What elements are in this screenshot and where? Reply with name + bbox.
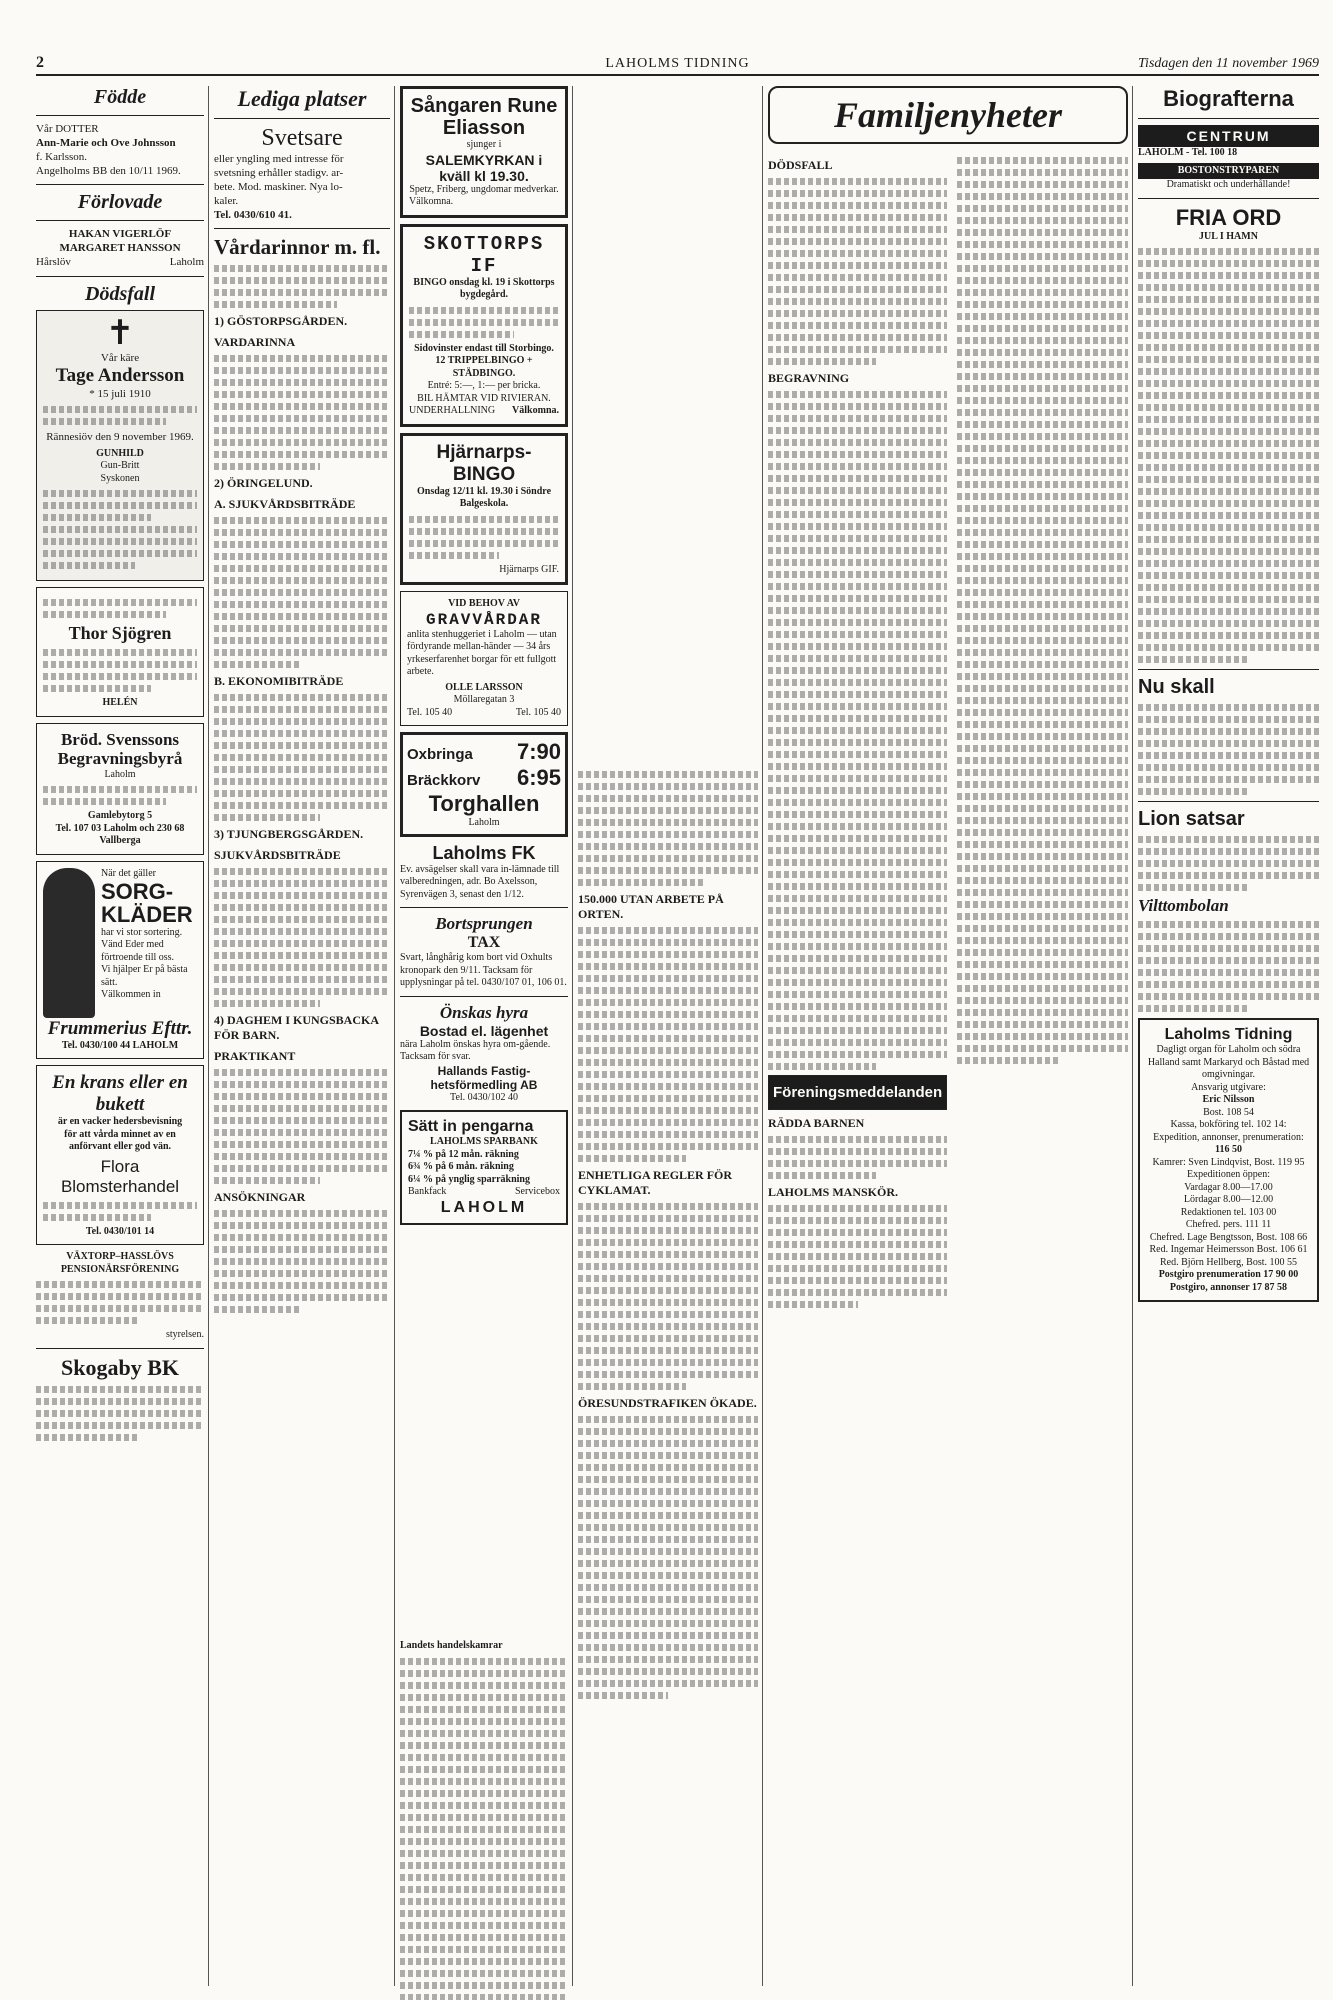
job-section: 2) ÖRINGELUND.	[214, 476, 313, 491]
ad-top: När det gäller	[101, 867, 156, 879]
fria-ord-title: FRIA ORD	[1175, 204, 1282, 230]
ad-line: Vänd Eder med förtroende till oss.	[101, 939, 175, 963]
article-heading: ÖRESUNDSTRAFIKEN ÖKADE.	[578, 1396, 757, 1410]
ad-line: har vi stor sortering.	[101, 926, 183, 938]
lt-line: Bost. 108 54	[1203, 1106, 1254, 1118]
lt-line: Ansvarig utgivare:	[1191, 1081, 1266, 1093]
page-number: 2	[36, 54, 44, 71]
store-town: Laholm	[468, 817, 500, 828]
ad-rune-eliasson	[400, 86, 568, 218]
ad-line: Välkommen in	[101, 989, 161, 1001]
ad-line: 12 TRIPPELBINGO + STÄDBINGO.	[435, 355, 533, 379]
borts-body: Svart, långhårig kom bort vid Oxhults kronopark den 9/11. Tacksam för upplysningar på tel. 0430/107 01, 106 01.	[400, 952, 567, 988]
job-section: PRAKTIKANT	[214, 1049, 296, 1064]
column-6	[1138, 86, 1319, 1986]
onskas-big: Bostad el. lägenhet	[419, 1022, 549, 1039]
card-signer: HELÉN	[102, 697, 138, 709]
ad-sorgklader	[36, 861, 204, 1060]
ad-org: UNDERHALLNING	[409, 405, 496, 416]
deceased-born: * 15 juli 1910	[89, 387, 151, 400]
deceased-died: Rännesiöv den 9 november 1969.	[46, 430, 194, 443]
ad-phone: Tel. 105 40	[515, 706, 561, 718]
ad-phone: Tel. 105 40	[407, 706, 453, 718]
onskas-company: Hallands Fastig-hetsförmedling AB	[430, 1063, 538, 1092]
ad-body: anlita stenhuggeriet i Laholm — utan fördyrande mellan-händer — 34 års yrkeserfarenhet borgar för ett fullgott arbete.	[407, 628, 557, 677]
signer: GUNHILD	[96, 447, 144, 459]
product-name: Oxbringa	[407, 746, 473, 763]
ad-line: Sidovinster endast till Storbingo.	[414, 342, 554, 354]
ad-title: SORG-KLÄDER	[101, 879, 193, 928]
ad-contact: Tel. 0430/101 14	[85, 1225, 155, 1237]
lt-line: Kassa, bokföring tel. 102 14:	[1170, 1119, 1287, 1130]
ad-shop: Flora Blomsterhandel	[60, 1156, 180, 1196]
ad-line: anförvant eller god vän.	[68, 1141, 172, 1153]
cross-icon: ✝	[105, 314, 135, 352]
births-title: Födde	[93, 86, 147, 108]
section-heading: LAHOLMS MANSKÖR.	[768, 1185, 899, 1199]
engaged-place: Laholm	[169, 256, 204, 269]
job-section: 1) GÖSTORPSGÅRDEN.	[214, 314, 348, 329]
lt-line: Redaktionen tel. 103 00	[1180, 1206, 1277, 1218]
ad-bank: LAHOLMS SPARBANK	[430, 1136, 538, 1147]
ad-town: Laholm	[104, 768, 136, 780]
birth-line: Ann-Marie och Ove Johnsson	[36, 137, 176, 150]
thanks-card	[36, 587, 204, 717]
job-section: ANSÖKNINGAR	[214, 1190, 306, 1205]
lt-line: Kamrer: Sven Lindqvist, Bost. 119 95	[1152, 1156, 1305, 1168]
ad-torghallen	[400, 732, 568, 837]
lt-line: Chefred. Lage Bengtsson, Bost. 108 66	[1149, 1231, 1308, 1243]
ad-title: SKOTTORPS IF	[423, 232, 545, 277]
ad-sub: sjunger i	[466, 139, 502, 150]
death-notice	[36, 310, 204, 582]
skogaby-title: Skogaby BK	[61, 1354, 179, 1380]
job-line: eller yngling med intresse för	[214, 153, 344, 165]
onskas-body: nära Laholm önskas hyra om-gående. Tacksam för svar.	[400, 1038, 551, 1062]
job-line: svetsning erhåller stadigv. ar-	[214, 167, 344, 180]
engaged-place: Hårslöv	[36, 256, 71, 269]
ad-gravvardar	[400, 591, 568, 726]
ad-phone: Tel. 0430/100 44 LAHOLM	[61, 1039, 179, 1051]
column-4	[578, 86, 758, 1986]
borts-sub: TAX	[467, 934, 501, 951]
ad-event: SALEMKYRKAN i kväll kl 19.30.	[425, 151, 543, 184]
engagements-title: Förlovade	[77, 191, 163, 214]
lt-line: Postgiro prenumeration 17 90 00	[1158, 1269, 1299, 1280]
ad-line: BINGO onsdag kl. 19 i Skottorps bygdegård.	[413, 276, 555, 300]
ad-line: för att vårda minnet av en	[64, 1128, 176, 1140]
section-heading: RÄDDA BARNEN	[768, 1116, 865, 1130]
engagements-section	[36, 191, 204, 269]
page-header	[36, 54, 1319, 76]
article-heading: 150.000 UTAN ARBETE PÅ ORTEN.	[578, 892, 724, 921]
lt-line: Dagligt organ för Laholm och södra Halland samt Markaryd och Båstad med omgivningar.	[1147, 1044, 1310, 1080]
births-section	[36, 86, 204, 178]
signer: Gun-Britt	[100, 460, 140, 472]
column-2	[214, 86, 390, 1986]
birth-line: f. Karlsson.	[36, 151, 88, 164]
familjenyheter-logo: Familjenyheter	[768, 86, 1128, 144]
birth-line: Angelholms BB den 10/11 1969.	[36, 165, 181, 178]
ad-shop: Frummerius Efttr.	[47, 1017, 193, 1039]
product-price: 6:95	[516, 765, 561, 790]
ad-owner: OLLE LARSSON	[445, 681, 523, 693]
product-price: 7:90	[516, 739, 561, 764]
article-heading: Landets handelskamrar	[400, 1640, 503, 1651]
ad-town: LAHOLM	[440, 1198, 528, 1216]
ad-line: Onsdag 12/11 kl. 19.30 i Söndre Balgeskola.	[416, 485, 552, 509]
onskas-title: Önskas hyra	[439, 1002, 529, 1022]
lt-line: Chefred. pers. 111 11	[1185, 1219, 1272, 1230]
lt-line: Eric Nilsson	[1202, 1094, 1255, 1105]
ad-skottorps	[400, 224, 568, 427]
card-name: Thor Sjögren	[68, 623, 172, 644]
ad-sparbank	[400, 1110, 568, 1225]
lediga-title: Lediga platser	[237, 86, 367, 111]
ad-tag: Bankfack	[408, 1186, 447, 1197]
ad-line: är en vacker hedersbevisning	[57, 1116, 183, 1128]
job-section: VARDARINNA	[214, 335, 296, 350]
ad-tag: Servicebox	[515, 1186, 560, 1197]
engaged-name: MARGARET HANSSON	[59, 242, 181, 255]
product-name: Bräckkorv	[407, 772, 481, 789]
ad-title: Sångaren Rune Eliasson	[410, 95, 558, 139]
ad-rate: 7¼ % på 12 mån. räkning	[408, 1148, 519, 1160]
column-1	[36, 86, 204, 1986]
ad-rate: 6¼ % på ynglig sparräkning	[408, 1173, 530, 1185]
hat-illustration	[43, 868, 95, 1018]
death-intro: Vår käre	[100, 351, 140, 364]
ad-top: VID BEHOV AV	[448, 598, 520, 609]
article-heading: JUL I HAMN	[1199, 230, 1258, 242]
job-section: SJUKVÅRDSBITRÄDE	[214, 848, 341, 863]
store-name: Torghallen	[428, 791, 540, 816]
job-line: bete. Mod. maskiner. Nya lo-	[214, 181, 343, 194]
lt-line: Expedition, annonser, prenumeration:	[1153, 1131, 1304, 1143]
ad-title: GRAVVÅRDAR	[425, 610, 542, 629]
section-heading: DÖDSFALL	[768, 158, 833, 172]
lt-line: Red. Ingemar Heimersson Bost. 106 61	[1149, 1244, 1308, 1255]
ad-welcome: Välkomna.	[512, 405, 559, 416]
lt-line: Expeditionen öppen:	[1186, 1169, 1271, 1180]
ad-line: Vi hjälper Er på bästa sätt.	[101, 964, 188, 988]
job-section: 4) DAGHEM I KUNGSBACKA FÖR BARN.	[214, 1013, 379, 1043]
ad-address: Gamlebytorg 5	[87, 810, 153, 822]
ad-rate: 6¾ % på 6 mån. räkning	[408, 1161, 514, 1172]
ad-bus: BIL HÄMTAR VID RIVIERAN.	[417, 392, 551, 404]
lt-line: 116 50	[1215, 1144, 1242, 1155]
deaths-section	[36, 283, 204, 582]
ad-note: Spetz, Friberg, ungdomar medverkar.	[409, 183, 559, 195]
section-heading: BEGRAVNING	[768, 371, 850, 385]
column-3-caption	[400, 1640, 568, 2000]
signer: Syskonen	[100, 472, 140, 484]
lt-line: Lördagar 8.00—12.00	[1183, 1194, 1274, 1205]
vardarinnor-title: Vårdarinnor m. fl.	[214, 235, 381, 260]
paper-title: LAHOLMS TIDNING	[605, 56, 750, 71]
foreningsmeddelanden-banner: Föreningsmeddelanden	[768, 1075, 947, 1110]
notice-signer: styrelsen.	[165, 1329, 204, 1341]
film-genre: Dramatiskt och underhållande!	[1166, 179, 1291, 190]
cinema-name: CENTRUM	[1138, 125, 1319, 147]
laholms-fk-body: Ev. avsägelser skall vara in-lämnade till valberedningen, adr. Bo Axelsson, Syrenvägen 3, senast den 1/12.	[400, 863, 560, 900]
onskas-phone: Tel. 0430/102 40	[450, 1091, 518, 1103]
lion-title: Lion satsar	[1138, 808, 1245, 830]
ad-title: Sätt in pengarna	[408, 1118, 534, 1135]
svetsare-title: Svetsare	[261, 125, 343, 151]
column-5	[768, 86, 1128, 1986]
issue-date: Tisdagen den 11 november 1969	[1138, 56, 1319, 71]
ad-title: Hjärnarps-BINGO	[436, 441, 532, 485]
deaths-title: Dödsfall	[85, 282, 155, 305]
ad-welcome: Välkomna.	[409, 196, 454, 207]
ad-begravningsbyra	[36, 723, 204, 855]
vilttombolan-title: Vilttombolan	[1138, 896, 1229, 915]
laholms-fk-title: Laholms FK	[432, 842, 536, 863]
ad-heading: En krans eller en bukett	[52, 1072, 188, 1116]
article-heading: ENHETLIGA REGLER FÖR CYKLAMAT.	[578, 1168, 733, 1197]
job-section: B. EKONOMIBITRÄDE	[214, 674, 344, 689]
lt-info-box	[1138, 1018, 1319, 1302]
ad-title: Bröd. Svenssons Begravningsbyrå	[57, 729, 183, 769]
film-title: BOSTONSTRYPAREN	[1138, 163, 1319, 180]
notice-title: VÄXTORP–HASSLÖVS PENSIONÄRSFÖRENING	[60, 1251, 180, 1275]
engaged-name: HAKAN VIGERLÖF	[68, 228, 172, 241]
lt-title: Laholms Tidning	[1164, 1026, 1293, 1043]
ad-org: Hjärnarps GIF.	[499, 563, 559, 575]
job-phone: Tel. 0430/610 41.	[214, 209, 292, 222]
lt-line: Red. Björn Hellberg, Bost. 100 55	[1159, 1256, 1298, 1268]
lt-line: Postgiro, annonser 17 87 58	[1169, 1281, 1288, 1293]
job-section: A. SJUKVÅRDSBITRÄDE	[214, 497, 356, 512]
biografer-title: Biografterna	[1163, 86, 1294, 111]
job-section: 3) TJUNGBERGSGÅRDEN.	[214, 827, 364, 842]
ad-flora	[36, 1065, 204, 1245]
job-line: kaler.	[214, 195, 239, 208]
ad-entry: Entré: 5:—, 1:— per bricka.	[427, 380, 541, 391]
ad-phone: Tel. 107 03 Laholm och 230 68 Vallberga	[55, 822, 185, 847]
notice-pension	[36, 1251, 204, 1342]
birth-line: Vår DOTTER	[36, 123, 99, 135]
deceased-name: Tage Andersson	[55, 364, 185, 386]
lt-line: Vardagar 8.00—17.00	[1184, 1181, 1273, 1193]
ad-bingo	[400, 433, 568, 586]
borts-title: Bortsprungen	[435, 914, 533, 933]
nu-skall-title: Nu skall	[1138, 676, 1215, 698]
cinema-phone: LAHOLM - Tel. 100 18	[1138, 147, 1238, 158]
ad-address: Möllaregatan 3	[453, 694, 515, 705]
